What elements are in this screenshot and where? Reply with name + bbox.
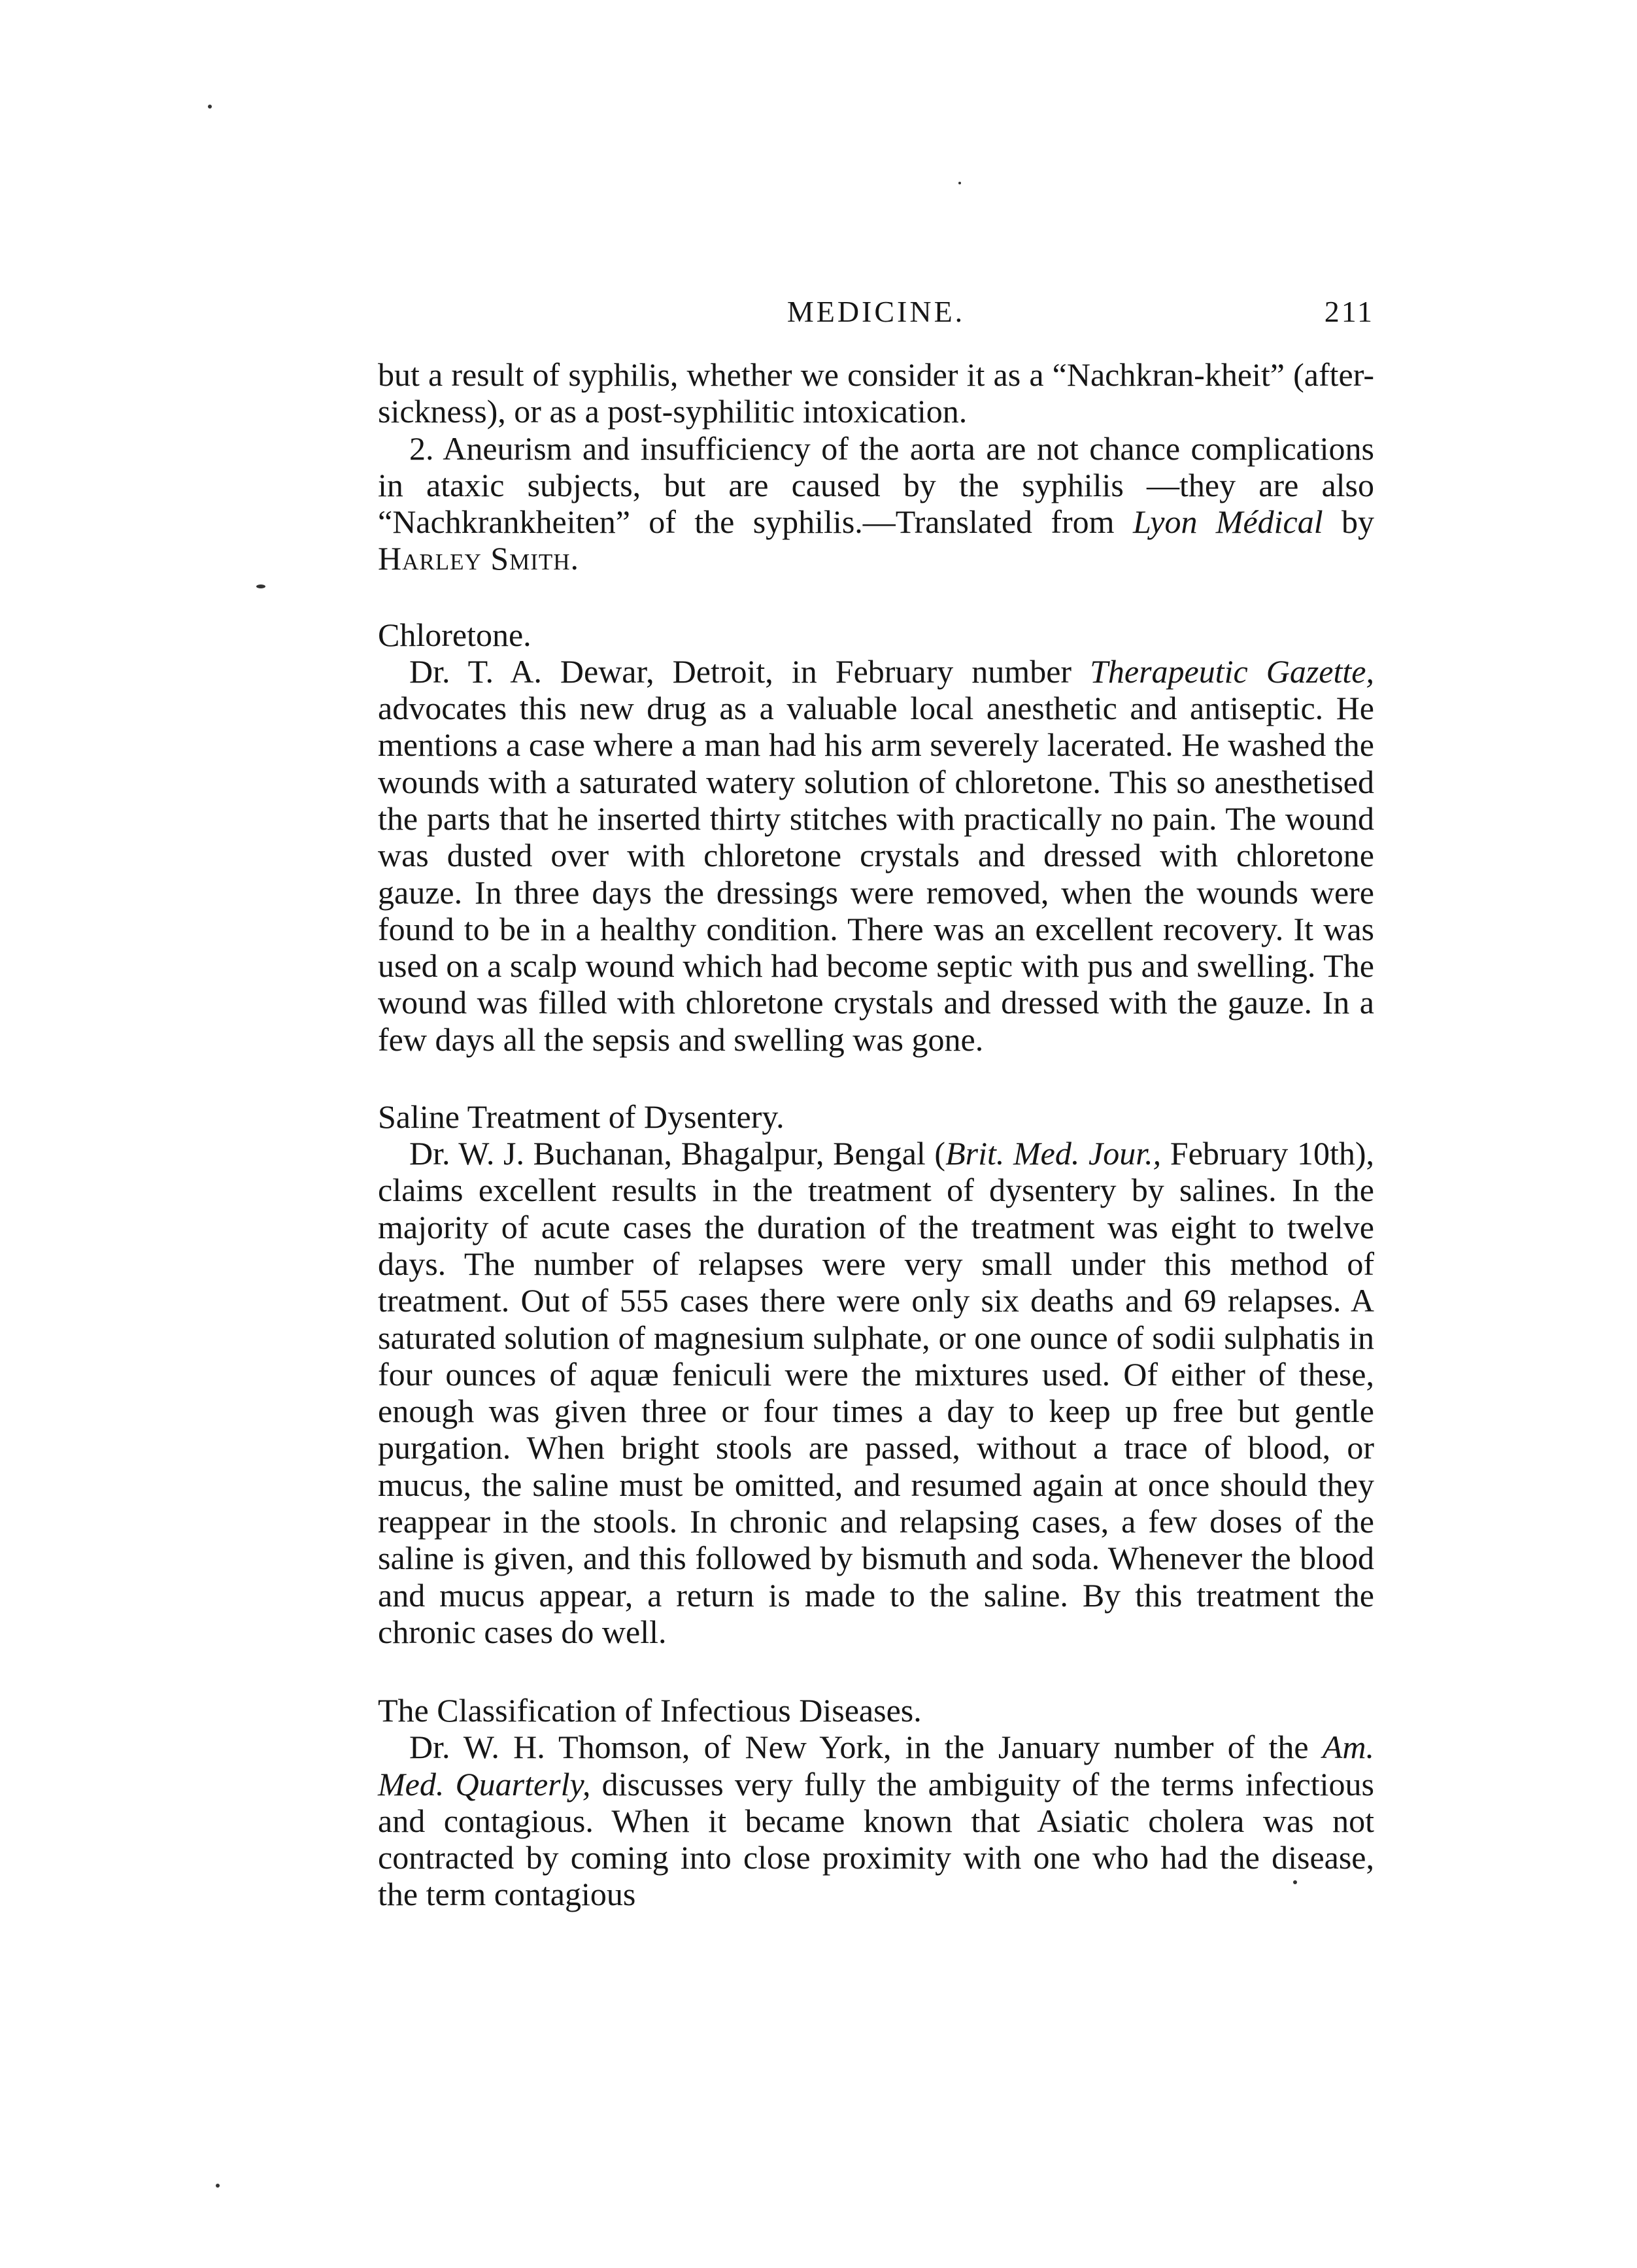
source-journal: Lyon Médical xyxy=(1132,503,1323,541)
paragraph-text: 2. Aneurism and insufficiency of the aorta are not chance complications in ataxic subjects, but are caused by the syphilis —they are also “Nachkrankheiten” of the syphilis.—Translated from xyxy=(378,430,1374,541)
scan-speck xyxy=(216,2184,220,2188)
translator-name: Harley Smith. xyxy=(378,540,580,577)
numbered-paragraph xyxy=(378,430,1374,577)
scan-speck xyxy=(1293,1880,1297,1884)
running-head xyxy=(378,294,1374,340)
body-text: advocates this new drug as a valuable local anesthetic and antiseptic. He mentions a case where a man had his arm severely lacerated. He washed the wounds with a saturated watery solution of chloretone. This so anesthetised the parts that he inserted thirty stitches with practically no pain. The wound was dusted over with chloretone crystals and dressed with chloretone gauze. In three days the dressings were removed, when the wounds were found to be in a healthy condition. There was an excellent recovery. It was used on a scalp wound which had become septic with pus and swelling. The wound was filled with chloretone crystals and dressed with the gauze. In a few days all the sepsis and swelling was gone. xyxy=(378,690,1374,1058)
body-text: discusses very fully the ambiguity of the terms infectious and contagious. When it became known that Asiatic cholera was not contracted by coming into close proximity with one who had the disease, the term contagious xyxy=(378,1765,1375,1913)
section-body-chloretone xyxy=(378,653,1374,1058)
scan-speck xyxy=(208,105,212,109)
scan-speck xyxy=(256,584,265,588)
journal-title: Brit. Med. Jour., xyxy=(945,1135,1162,1172)
section-heading-chloretone: Chloretone. xyxy=(378,616,532,653)
journal-title: Am. Med. Quarterly, xyxy=(378,1729,1374,1803)
body-lead: Dr. T. A. Dewar, Detroit, in February number xyxy=(409,652,1090,690)
continued-paragraph: but a result of syphilis, whether we consider it as a “Nachkran-kheit” (after-sickness), or as a post-syphilitic intoxication. xyxy=(378,356,1374,430)
section-heading-dysentery: Saline Treatment of Dysentery. xyxy=(378,1098,785,1136)
by-text: by xyxy=(1323,503,1374,541)
page-number: 211 xyxy=(1324,295,1374,328)
body-text: February 10th), claims excellent results in the treatment of dysentery by salines. In the majority of acute cases the duration of the treatment was eight to twelve days. The number of relapses were very small under this method of treatment. Out of 555 cases there were only six deaths and 69 relapses. A saturated solution of magnesium sulphate, or one ounce of sodii sulphatis in four ounces of aquæ feniculi were the mixtures used. Of either of these, enough was given three or four times a day to keep up free but gentle purgation. When bright stools are passed, without a trace of blood, or mucus, the saline must be omitted, and resumed again at once should they reappear in the stools. In chronic and relapsing cases, a few doses of the saline is given, and this followed by bismuth and soda. Whenever the blood and mucus appear, a return is made to the saline. By this treatment the chronic cases do well. xyxy=(378,1135,1375,1650)
section-body-dysentery xyxy=(378,1135,1374,1650)
body-lead: Dr. W. J. Buchanan, Bhagalpur, Bengal ( xyxy=(409,1135,946,1172)
scan-speck xyxy=(958,182,961,184)
section-heading-infectious-diseases: The Classification of Infectious Diseases. xyxy=(378,1692,922,1729)
running-title: MEDICINE. xyxy=(786,295,966,328)
journal-title: Therapeutic Gazette, xyxy=(1090,652,1374,690)
text-column xyxy=(378,356,1374,1913)
body-lead: Dr. W. H. Thomson, of New York, in the January number of the xyxy=(409,1729,1323,1766)
section-body-infectious-diseases xyxy=(378,1729,1374,1912)
